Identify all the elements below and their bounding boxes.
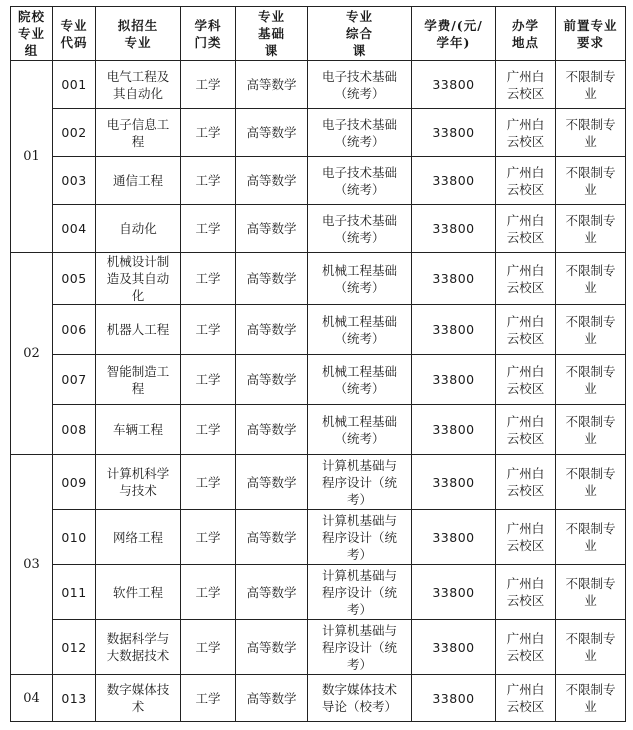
campus: 广州白云校区 — [496, 675, 556, 722]
basic-course: 高等数学 — [236, 305, 308, 355]
basic-course: 高等数学 — [236, 455, 308, 510]
campus: 广州白云校区 — [496, 61, 556, 109]
major-name: 软件工程 — [96, 565, 181, 620]
group-cell: 01 — [11, 61, 53, 253]
major-name: 车辆工程 — [96, 405, 181, 455]
major-code: 005 — [53, 253, 96, 305]
major-code: 001 — [53, 61, 96, 109]
header-tuition: 学费/(元/学年) — [412, 7, 496, 61]
tuition: 33800 — [412, 305, 496, 355]
prerequisite: 不限制专业 — [556, 620, 626, 675]
table-row — [11, 109, 626, 157]
major-code: 003 — [53, 157, 96, 205]
major-code: 002 — [53, 109, 96, 157]
major-name: 电子信息工程 — [96, 109, 181, 157]
comprehensive-course: 计算机基础与程序设计（统考） — [308, 510, 412, 565]
group-cell: 03 — [11, 455, 53, 675]
major-code: 013 — [53, 675, 96, 722]
major-code: 007 — [53, 355, 96, 405]
major-code: 006 — [53, 305, 96, 355]
campus: 广州白云校区 — [496, 620, 556, 675]
major-name: 数字媒体技术 — [96, 675, 181, 722]
prerequisite: 不限制专业 — [556, 405, 626, 455]
group-cell: 02 — [11, 253, 53, 455]
comprehensive-course: 计算机基础与程序设计（统考） — [308, 455, 412, 510]
header-discipline: 学科门类 — [181, 7, 236, 61]
campus: 广州白云校区 — [496, 565, 556, 620]
basic-course: 高等数学 — [236, 157, 308, 205]
discipline: 工学 — [181, 253, 236, 305]
header-code: 专业代码 — [53, 7, 96, 61]
comprehensive-course: 电子技术基础（统考） — [308, 109, 412, 157]
tuition: 33800 — [412, 405, 496, 455]
discipline: 工学 — [181, 157, 236, 205]
major-name: 通信工程 — [96, 157, 181, 205]
major-code: 004 — [53, 205, 96, 253]
tuition: 33800 — [412, 61, 496, 109]
major-name: 计算机科学与技术 — [96, 455, 181, 510]
campus: 广州白云校区 — [496, 405, 556, 455]
discipline: 工学 — [181, 205, 236, 253]
header-comprehensive-course: 专业综合课 — [308, 7, 412, 61]
tuition: 33800 — [412, 620, 496, 675]
major-code: 010 — [53, 510, 96, 565]
campus: 广州白云校区 — [496, 305, 556, 355]
prerequisite: 不限制专业 — [556, 109, 626, 157]
discipline: 工学 — [181, 305, 236, 355]
tuition: 33800 — [412, 205, 496, 253]
table-row — [11, 205, 626, 253]
discipline: 工学 — [181, 620, 236, 675]
prerequisite: 不限制专业 — [556, 455, 626, 510]
discipline: 工学 — [181, 565, 236, 620]
table-row — [11, 305, 626, 355]
basic-course: 高等数学 — [236, 565, 308, 620]
header-major: 拟招生专业 — [96, 7, 181, 61]
tuition: 33800 — [412, 109, 496, 157]
group-cell: 04 — [11, 675, 53, 722]
table-row — [11, 675, 626, 722]
discipline: 工学 — [181, 109, 236, 157]
comprehensive-course: 机械工程基础（统考） — [308, 305, 412, 355]
header-basic-course: 专业基础课 — [236, 7, 308, 61]
discipline: 工学 — [181, 455, 236, 510]
header-group: 院校专业组 — [11, 7, 53, 61]
major-code: 009 — [53, 455, 96, 510]
campus: 广州白云校区 — [496, 109, 556, 157]
tuition: 33800 — [412, 675, 496, 722]
discipline: 工学 — [181, 675, 236, 722]
tuition: 33800 — [412, 253, 496, 305]
tuition: 33800 — [412, 157, 496, 205]
prerequisite: 不限制专业 — [556, 157, 626, 205]
major-name: 自动化 — [96, 205, 181, 253]
comprehensive-course: 机械工程基础（统考） — [308, 355, 412, 405]
majors-table-body — [11, 61, 626, 722]
prerequisite: 不限制专业 — [556, 510, 626, 565]
prerequisite: 不限制专业 — [556, 205, 626, 253]
comprehensive-course: 电子技术基础（统考） — [308, 61, 412, 109]
comprehensive-course: 机械工程基础（统考） — [308, 253, 412, 305]
basic-course: 高等数学 — [236, 355, 308, 405]
comprehensive-course: 电子技术基础（统考） — [308, 205, 412, 253]
campus: 广州白云校区 — [496, 253, 556, 305]
table-row — [11, 565, 626, 620]
table-row — [11, 157, 626, 205]
discipline: 工学 — [181, 355, 236, 405]
table-row — [11, 405, 626, 455]
comprehensive-course: 计算机基础与程序设计（统考） — [308, 620, 412, 675]
campus: 广州白云校区 — [496, 205, 556, 253]
major-name: 智能制造工程 — [96, 355, 181, 405]
major-code: 008 — [53, 405, 96, 455]
prerequisite: 不限制专业 — [556, 675, 626, 722]
majors-table — [10, 6, 626, 722]
tuition: 33800 — [412, 455, 496, 510]
comprehensive-course: 计算机基础与程序设计（统考） — [308, 565, 412, 620]
table-row — [11, 620, 626, 675]
major-name: 数据科学与大数据技术 — [96, 620, 181, 675]
basic-course: 高等数学 — [236, 205, 308, 253]
discipline: 工学 — [181, 61, 236, 109]
prerequisite: 不限制专业 — [556, 61, 626, 109]
comprehensive-course: 机械工程基础（统考） — [308, 405, 412, 455]
tuition: 33800 — [412, 565, 496, 620]
campus: 广州白云校区 — [496, 157, 556, 205]
basic-course: 高等数学 — [236, 405, 308, 455]
comprehensive-course: 电子技术基础（统考） — [308, 157, 412, 205]
comprehensive-course: 数字媒体技术导论（校考） — [308, 675, 412, 722]
basic-course: 高等数学 — [236, 109, 308, 157]
tuition: 33800 — [412, 355, 496, 405]
header-prerequisite: 前置专业要求 — [556, 7, 626, 61]
major-code: 011 — [53, 565, 96, 620]
campus: 广州白云校区 — [496, 355, 556, 405]
table-row — [11, 355, 626, 405]
discipline: 工学 — [181, 510, 236, 565]
major-name: 网络工程 — [96, 510, 181, 565]
table-row — [11, 510, 626, 565]
table-row — [11, 253, 626, 305]
tuition: 33800 — [412, 510, 496, 565]
basic-course: 高等数学 — [236, 675, 308, 722]
basic-course: 高等数学 — [236, 510, 308, 565]
header-campus: 办学地点 — [496, 7, 556, 61]
prerequisite: 不限制专业 — [556, 355, 626, 405]
major-code: 012 — [53, 620, 96, 675]
table-row — [11, 61, 626, 109]
prerequisite: 不限制专业 — [556, 305, 626, 355]
major-name: 电气工程及其自动化 — [96, 61, 181, 109]
prerequisite: 不限制专业 — [556, 565, 626, 620]
discipline: 工学 — [181, 405, 236, 455]
campus: 广州白云校区 — [496, 510, 556, 565]
basic-course: 高等数学 — [236, 253, 308, 305]
major-name: 机械设计制造及其自动化 — [96, 253, 181, 305]
campus: 广州白云校区 — [496, 455, 556, 510]
major-name: 机器人工程 — [96, 305, 181, 355]
table-row — [11, 455, 626, 510]
header-row — [11, 7, 626, 61]
basic-course: 高等数学 — [236, 620, 308, 675]
basic-course: 高等数学 — [236, 61, 308, 109]
prerequisite: 不限制专业 — [556, 253, 626, 305]
